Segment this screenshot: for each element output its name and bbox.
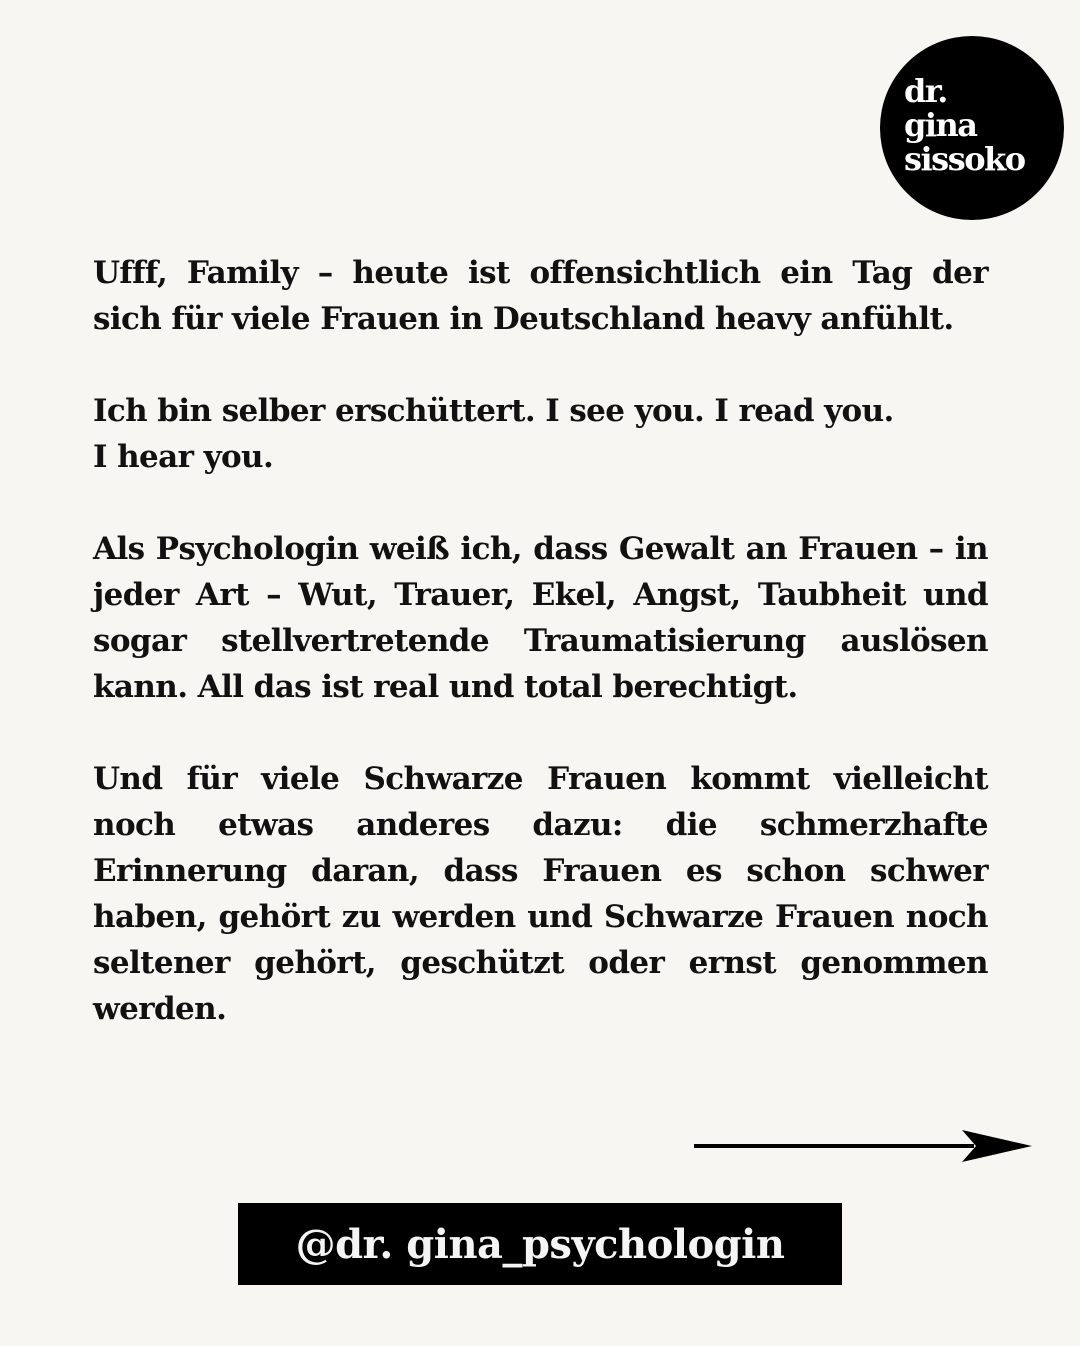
- brand-logo: [880, 36, 1064, 220]
- paragraph-4: Und für viele Schwarze Frauen kommt vielleicht noch etwas anderes dazu: die schmerzhafte Erinnerung daran, dass Frauen es schon schwer haben, gehört zu werden und Schwarze Frauen noch seltener gehört, geschützt oder ernst genommen werden.: [93, 761, 988, 1027]
- paragraph-3: Als Psychologin weiß ich, dass Gewalt an Frauen – in jeder Art – Wut, Trauer, Ekel, Angst, Taubheit und sogar stellvertretende Traumatisierung auslösen kann. All das ist real und total berechtigt.: [93, 531, 988, 705]
- paragraph-2: Ich bin selber erschüttert. I see you. I read you. I hear you.: [93, 393, 894, 475]
- arrow-right-icon: [694, 1128, 1034, 1164]
- social-handle: @dr. gina_psychologin: [295, 1220, 785, 1268]
- social-handle-badge: [238, 1203, 842, 1285]
- paragraph-1: Ufff, Family – heute ist offensichtlich ein Tag der sich für viele Frauen in Deutschland heavy anfühlt.: [93, 255, 988, 337]
- logo-line-1: dr.: [904, 72, 947, 110]
- post-body: [93, 250, 988, 1078]
- logo-line-3: sissoko: [904, 140, 1025, 178]
- logo-line-2: gina: [904, 106, 977, 144]
